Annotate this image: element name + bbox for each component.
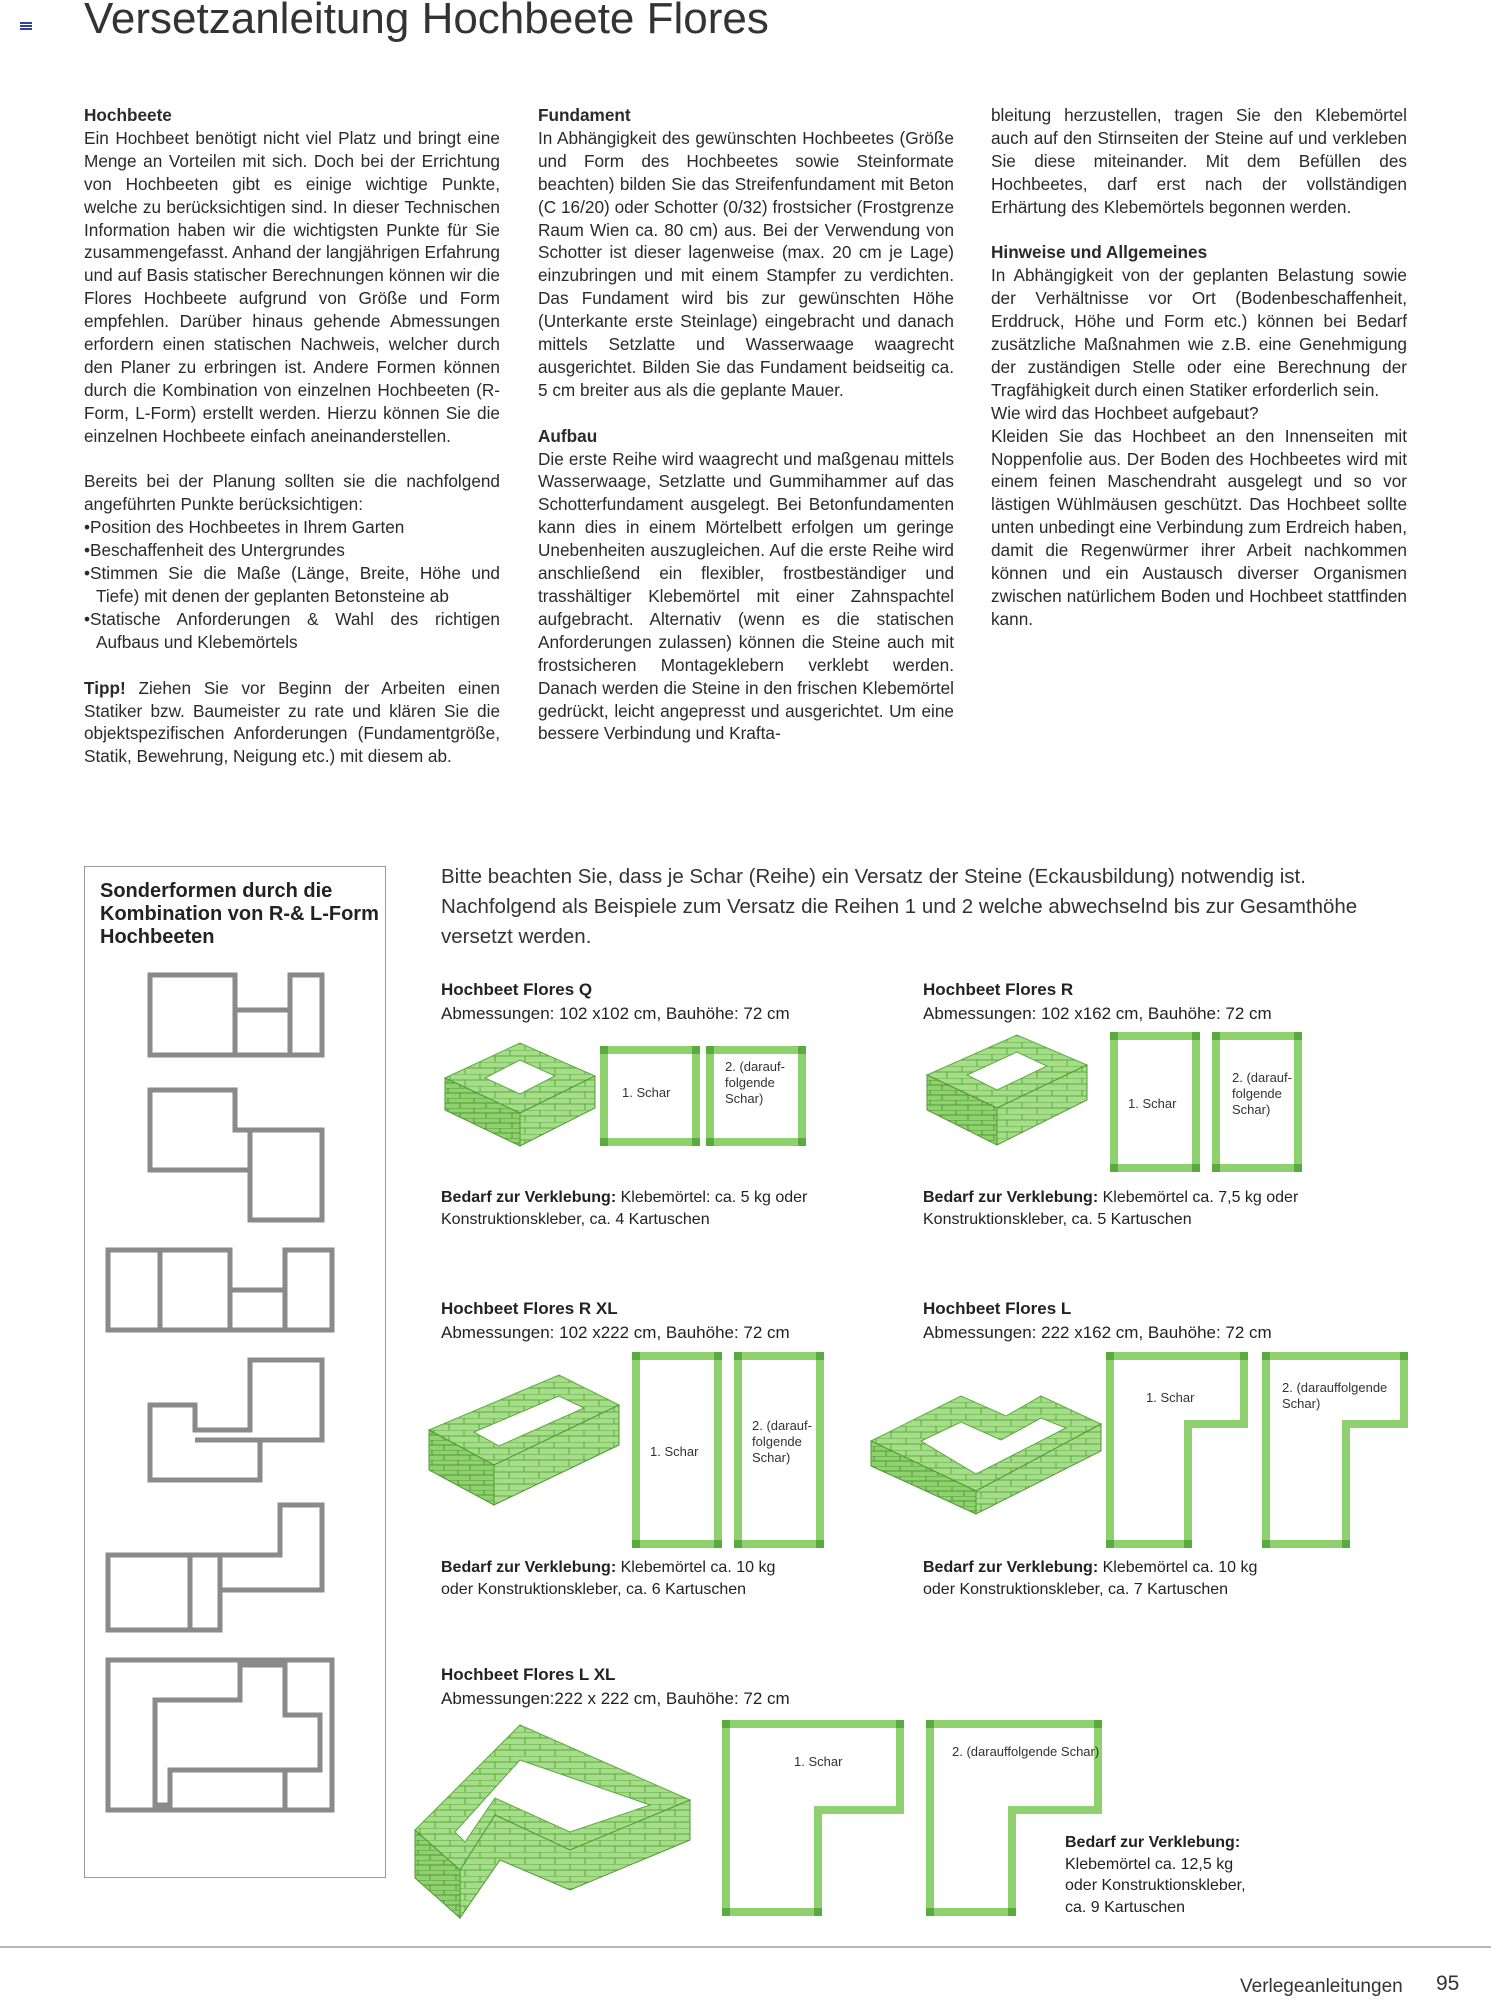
menu-icon[interactable] (20, 22, 32, 30)
bullet-list (84, 516, 500, 653)
product-lxl-dims: Abmessungen:222 x 222 cm, Bauhöhe: 72 cm (441, 1689, 790, 1708)
product-lxl-bedarf (1065, 1832, 1246, 1918)
tip-paragraph (84, 677, 500, 769)
product-l-dims: Abmessungen: 222 x162 cm, Bauhöhe: 72 cm (923, 1323, 1272, 1342)
list-item: • Stimmen Sie die Maße (Länge, Breite, Höhe und Tiefe) mit denen der geplanten Betonsteine ab (84, 562, 500, 608)
product-l-schar2: 2. (darauffolgende Schar) (1282, 1380, 1388, 1411)
bedarf-text: Klebemörtel: ca. 5 kg oder (620, 1189, 808, 1206)
heading-fundament: Fundament (538, 105, 631, 125)
bedarf-text: Klebemörtel ca. 10 kg (620, 1559, 776, 1576)
paragraph: Bereits bei der Planung sollten sie die nachfolgend angeführten Punkte berücksichtigen: (84, 471, 500, 515)
list-item: • Beschaffenheit des Untergrundes (84, 539, 500, 562)
bedarf-label: Bedarf zur Verklebung: (441, 1189, 617, 1206)
combo-shape-4 (150, 1360, 322, 1480)
footer-divider (0, 1946, 1491, 1948)
product-rxl-schar2: 2. (darauf-folgende Schar) (752, 1418, 812, 1465)
page-title: Versetzanleitung Hochbeete Flores (84, 0, 769, 43)
paragraph: Wie wird das Hochbeet aufgebaut? (991, 402, 1259, 423)
combo-shape-2 (150, 1090, 322, 1220)
sonderformen-title: Sonderformen durch die Kombination von R-& L-Form Hochbeeten (100, 880, 379, 948)
tip-text: Ziehen Sie vor Beginn der Arbeiten einen Statiker bzw. Baumeister zu rate und klären Sie die objektspezifischen Anforderungen (Fundamentgröße, Statik, Bewehrung, Neigung etc.) mit diesem ab. (84, 677, 500, 767)
bedarf-text: oder Konstruktionskleber, ca. 6 Kartuschen (441, 1581, 747, 1598)
product-r-bedarf (923, 1187, 1298, 1231)
paragraph: bleitung herzustellen, tragen Sie den Klebemörtel auch auf den Stirnseiten der Steine auf und verkleben Sie diese miteinander. Mit dem Befüllen des Hochbeetes, darf erst nach der vollständigen Erhärtung des Klebemörtels begonnen werden. (991, 105, 1407, 217)
product-r-dims: Abmessungen: 102 x162 cm, Bauhöhe: 72 cm (923, 1004, 1272, 1023)
text-column-2 (538, 104, 954, 745)
bedarf-text: oder Konstruktionskleber, (1065, 1877, 1246, 1894)
product-q-3d-icon (440, 1038, 600, 1148)
heading-hinweise: Hinweise und Allgemeines (991, 242, 1208, 263)
combo-shape-5 (108, 1505, 322, 1630)
bedarf-label: Bedarf zur Verklebung: (923, 1559, 1099, 1576)
product-rxl-3d-icon (424, 1370, 624, 1510)
bedarf-text: ca. 9 Kartuschen (1065, 1898, 1186, 1916)
combo-shape-6 (108, 1660, 332, 1810)
page-number: 95 (1436, 1972, 1460, 1995)
product-lxl-3d-icon (410, 1720, 700, 1920)
footer-section: Verlegeanleitungen (1240, 1976, 1403, 1997)
bedarf-label: Bedarf zur Verklebung: (1065, 1834, 1241, 1851)
bedarf-text: Konstruktionskleber, ca. 5 Kartuschen (923, 1211, 1192, 1228)
product-r-schar2: 2. (darauf-folgende Schar) (1232, 1070, 1292, 1117)
product-lxl-name: Hochbeet Flores L XL (441, 1665, 616, 1684)
product-lxl-schar1: 1. Schar (794, 1754, 843, 1769)
product-q-schar1: 1. Schar (622, 1085, 671, 1100)
product-l-schar1: 1. Schar (1146, 1390, 1195, 1405)
heading-hochbeete: Hochbeete (84, 105, 172, 125)
text-column-3 (991, 104, 1407, 631)
product-q-bedarf (441, 1187, 807, 1231)
tip-label: Tipp! (84, 677, 126, 698)
product-rxl-dims: Abmessungen: 102 x222 cm, Bauhöhe: 72 cm (441, 1323, 790, 1342)
paragraph: Die erste Reihe wird waagrecht und maßgenau mittels Wasserwaage, Setzlatte und Gummihammer auf das Schotterfundament ausgelegt. Bei Betonfundamenten kann dies in einem Mörtelbett erfolgen um geringe Unebenheiten auszugleichen. Auf die erste Reihe wird anschließend ein flexibler, frostbeständiger und trasshältiger Klebemörtel mit einer Zahnspachtel aufgebracht. Alternativ (wenn es die statischen Anforderungen zulassen) können die Steine auch mit frostsicheren Montageklebern verklebt werden. Danach werden die Steine in den frischen Klebemörtel gedrückt, leicht angepresst und ausgerichtet. Um eine bessere Verbindung und Krafta- (538, 448, 954, 744)
product-r-3d-icon (922, 1030, 1092, 1150)
product-r-schar1: 1. Schar (1128, 1096, 1177, 1111)
bedarf-label: Bedarf zur Verklebung: (923, 1189, 1099, 1206)
bedarf-label: Bedarf zur Verklebung: (441, 1559, 617, 1576)
product-q-schar2: 2. (darauf-folgende Schar) (725, 1059, 785, 1106)
bedarf-text: Klebemörtel ca. 10 kg (1102, 1559, 1258, 1576)
product-rxl-schar1: 1. Schar (650, 1444, 699, 1459)
bedarf-text: oder Konstruktionskleber, ca. 7 Kartuschen (923, 1581, 1229, 1598)
product-rxl-bedarf (441, 1557, 775, 1601)
text-column-1 (84, 104, 500, 768)
combo-shape-3 (108, 1250, 332, 1330)
product-l-3d-icon (866, 1366, 1106, 1516)
product-r-name: Hochbeet Flores R (923, 980, 1074, 999)
paragraph: Ein Hochbeet benötigt nicht viel Platz und bringt eine Menge an Vorteilen mit sich. Doch bei der Errichtung von Hochbeeten gibt es einige wichtige Punkte, welche zu berücksichtigen sind. In dieser Technischen Information haben wir die wichtigsten Punkte für Sie zusammengefasst. Anhand der langjährigen Erfahrung und auf Basis statischer Berechnungen können wir die Flores Hochbeete aufgrund von Größe und Form empfehlen. Darüber hinaus gehende Abmessungen erfordern einen statischen Nachweis, welcher durch den Planer zu erbringen ist. Andere Formen können durch die Kombination von einzelnen Hochbeeten (R-Form, L-Form) erstellt werden. Hierzu können Sie die einzelnen Hochbeete einfach aneinanderstellen. (84, 127, 500, 446)
product-l-bedarf (923, 1557, 1257, 1601)
intro-text: Bitte beachten Sie, dass je Schar (Reihe) ein Versatz der Steine (Eckausbildung) notwendig ist. Nachfolgend als Beispiele zum Versatz die Reihen 1 und 2 welche abwechselnd bis zur Gesamthöhe versetzt werden. (441, 865, 1358, 948)
bedarf-text: Klebemörtel ca. 7,5 kg oder (1102, 1189, 1299, 1206)
product-q-name: Hochbeet Flores Q (441, 980, 593, 999)
list-item: • Statische Anforderungen & Wahl des richtigen Aufbaus und Klebemörtels (84, 608, 500, 654)
list-item: • Position des Hochbeetes in Ihrem Garten (84, 516, 500, 539)
bedarf-text: Klebemörtel ca. 12,5 kg (1065, 1855, 1234, 1873)
product-lxl-schar2: 2. (darauffolgende Schar) (952, 1744, 1100, 1759)
combination-shapes-diagram (100, 960, 340, 1860)
paragraph: In Abhängigkeit des gewünschten Hochbeetes (Größe und Form des Hochbeetes sowie Steinformate beachten) bilden Sie das Streifenfundament mit Beton (C 16/20) oder Schotter (0/32) frostsicher (Frostgrenze Raum Wien ca. 80 cm) aus. Bei der Verwendung von Schotter ist dieser lagenweise (max. 20 cm je Lage) einzubringen und mit einem Stampfer zu verdichten. Das Fundament wird bis zur gewünschten Höhe (Unterkante erste Steinlage) eingebracht und danach mittels Setzlatte und Wasserwaage waagrecht ausgerichtet. Bilden Sie das Fundament beidseitig ca. 5 cm breiter aus als die geplante Mauer. (538, 127, 954, 400)
bedarf-text: Konstruktionskleber, ca. 4 Kartuschen (441, 1211, 710, 1228)
product-rxl-name: Hochbeet Flores R XL (441, 1299, 618, 1318)
heading-aufbau: Aufbau (538, 425, 598, 446)
paragraph: Kleiden Sie das Hochbeet an den Innenseiten mit Noppenfolie aus. Der Boden des Hochbeetes wird mit einem feinen Maschendraht ausgelegt und so vor lästigen Wühlmäusen geschützt. Das Hochbeet sollte unten unbedingt eine Verbindung zum Erdreich haben, damit die Regenwürmer ihrer Arbeit nachkommen können und ein Austausch diverser Organismen zwischen natürlichem Boden und Hochbeet stattfinden kann. (991, 425, 1407, 629)
product-l-name: Hochbeet Flores L (923, 1299, 1072, 1318)
product-q-dims: Abmessungen: 102 x102 cm, Bauhöhe: 72 cm (441, 1004, 790, 1023)
paragraph: In Abhängigkeit von der geplanten Belastung sowie der Verhältnisse vor Ort (Bodenbeschaffenheit, Erddruck, Höhe und Form etc.) können bei Bedarf zusätzliche Maßnahmen wie z.B. eine Genehmigung der zuständigen Stelle oder eine Berechnung der Tragfähigkeit durch einen Statiker erforderlich sein. (991, 265, 1407, 400)
